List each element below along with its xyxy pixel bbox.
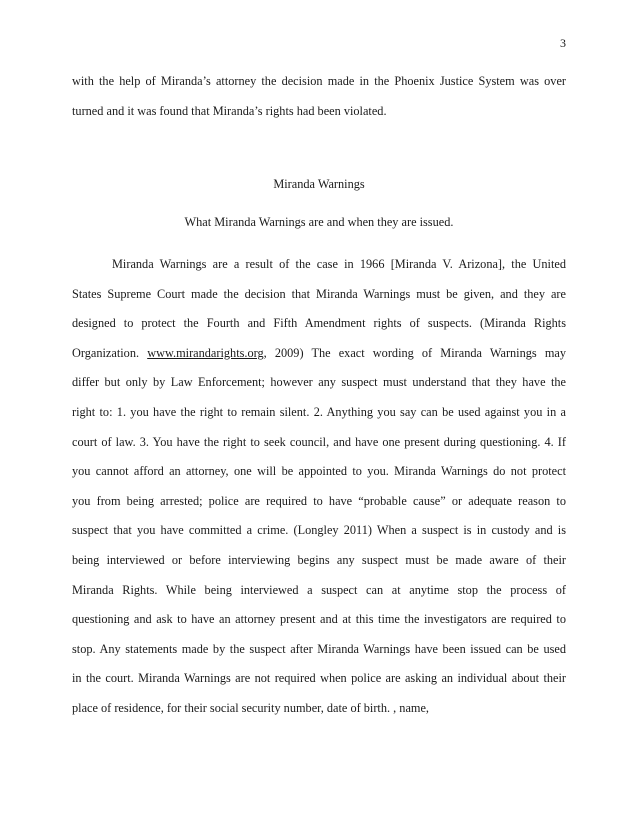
text-line: in the court. Miranda Warnings are not required when police are asking an individual about their (72, 671, 566, 686)
intro-paragraph (72, 67, 566, 126)
text-line: place of residence, for their social security number, date of birth. , name, (72, 700, 429, 715)
section-heading-block (72, 170, 566, 237)
text-line: designed to protect the Fourth and Fifth Amendment rights of suspects. (Miranda Rights (72, 316, 566, 331)
text-line: suspect that you have committed a crime. (Longley 2011) When a suspect is in custody and is (72, 523, 566, 538)
text-line: you cannot afford an attorney, one will be appointed to you. Miranda Warnings do not protect (72, 464, 566, 479)
text-line: turned and it was found that Miranda’s rights had been violated. (72, 103, 387, 118)
text-line: differ but only by Law Enforcement; however any suspect must understand that they have the (72, 375, 566, 390)
text-line: States Supreme Court made the decision that Miranda Warnings must be given, and they are (72, 286, 566, 301)
text-line (72, 339, 566, 369)
text-line: Miranda Rights. While being interviewed a suspect can at anytime stop the process of (72, 582, 566, 597)
text-line: right to: 1. you have the right to remain silent. 2. Anything you say can be used against you in a (72, 404, 566, 419)
main-paragraph (72, 250, 566, 724)
text-line: questioning and ask to have an attorney present and at this time the investigators are required to (72, 612, 566, 627)
page-number: 3 (560, 36, 566, 50)
text-line: Miranda Warnings are a result of the case in 1966 [Miranda V. Arizona], the United (112, 257, 566, 271)
citation-prefix: Organization. (72, 345, 148, 360)
text-line: court of law. 3. You have the right to seek council, and have one present during questioning. 4. If (72, 434, 566, 449)
text-line: stop. Any statements made by the suspect after Miranda Warnings have been issued can be used (72, 641, 566, 656)
text-line: being interviewed or before interviewing begins any suspect must be made aware of their (72, 552, 566, 567)
text-line: with the help of Miranda’s attorney the decision made in the Phoenix Justice System was over (72, 74, 566, 88)
section-title: Miranda Warnings (273, 177, 365, 191)
citation-link[interactable]: www.mirandarights.org (147, 345, 264, 360)
text-line: you from being arrested; police are required to have “probable cause” or adequate reason to (72, 493, 566, 508)
citation-suffix: , 2009) The exact wording of Miranda Warnings may (263, 345, 566, 360)
section-subtitle: What Miranda Warnings are and when they are issued. (184, 214, 454, 229)
